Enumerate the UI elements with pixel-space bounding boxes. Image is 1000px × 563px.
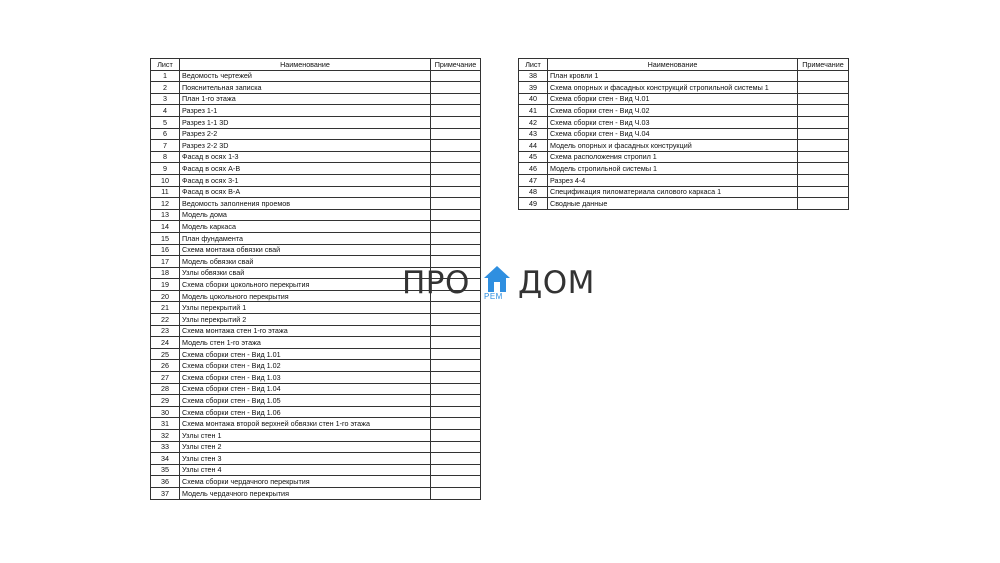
table-row (151, 406, 481, 418)
table-row (151, 209, 481, 221)
sheet-name-cell: Модель опорных и фасадных конструкций (548, 140, 798, 152)
sheet-number-cell: 18 (151, 267, 180, 279)
table-row (151, 116, 481, 128)
note-cell (431, 325, 481, 337)
sheet-name-cell: Схема сборки стен - Вид 1.02 (180, 360, 431, 372)
sheet-name-cell: Фасад в осях В-А (180, 186, 431, 198)
sheet-name-cell: Фасад в осях 3-1 (180, 174, 431, 186)
sheet-name-cell: Схема сборки стен - Вид 1.01 (180, 348, 431, 360)
sheet-number-cell: 39 (519, 82, 548, 94)
table-row (151, 151, 481, 163)
sheet-number-cell: 36 (151, 476, 180, 488)
note-cell (431, 406, 481, 418)
sheet-name-cell: Ведомость заполнения проемов (180, 198, 431, 210)
sheet-number-cell: 38 (519, 70, 548, 82)
table-row (151, 441, 481, 453)
sheet-name-cell: Схема монтажа стен 1-го этажа (180, 325, 431, 337)
table-row (151, 140, 481, 152)
note-cell (431, 464, 481, 476)
table-row (519, 163, 849, 175)
note-cell (798, 174, 849, 186)
logo-subtitle-rem: РЕМ (484, 292, 503, 301)
table-row (519, 93, 849, 105)
sheet-number-cell: 14 (151, 221, 180, 233)
note-cell (431, 314, 481, 326)
column-header-name: Наименование (180, 59, 431, 71)
note-cell (431, 476, 481, 488)
sheet-name-cell: Модель стен 1-го этажа (180, 337, 431, 349)
sheet-name-cell: Спецификация пиломатериала силового каркаса 1 (548, 186, 798, 198)
table-row (151, 360, 481, 372)
note-cell (431, 105, 481, 117)
sheet-number-cell: 9 (151, 163, 180, 175)
table-row (151, 128, 481, 140)
table-header-row (151, 59, 481, 71)
sheet-number-cell: 42 (519, 116, 548, 128)
sheet-number-cell: 11 (151, 186, 180, 198)
sheet-number-cell: 15 (151, 232, 180, 244)
sheet-number-cell: 16 (151, 244, 180, 256)
sheet-name-cell: Разрез 4-4 (548, 174, 798, 186)
table-row (151, 105, 481, 117)
table-row (151, 383, 481, 395)
watermark-logo (402, 261, 602, 311)
table-row (519, 105, 849, 117)
house-icon (482, 263, 512, 295)
sheet-number-cell: 35 (151, 464, 180, 476)
sheet-name-cell: Фасад в осях А-В (180, 163, 431, 175)
sheet-number-cell: 44 (519, 140, 548, 152)
note-cell (798, 105, 849, 117)
table-row (151, 418, 481, 430)
sheet-number-cell: 23 (151, 325, 180, 337)
table-row (519, 151, 849, 163)
note-cell (431, 418, 481, 430)
table-row (151, 348, 481, 360)
table-header-row (519, 59, 849, 71)
sheet-name-cell: Схема сборки чердачного перекрытия (180, 476, 431, 488)
sheet-name-cell: Схема сборки стен - Вид 1.05 (180, 395, 431, 407)
sheet-name-cell: Схема сборки стен - Вид 1.06 (180, 406, 431, 418)
note-cell (431, 163, 481, 175)
column-header-sheet: Лист (519, 59, 548, 71)
sheet-number-cell: 8 (151, 151, 180, 163)
table-row (151, 186, 481, 198)
sheet-number-cell: 43 (519, 128, 548, 140)
table-row (151, 464, 481, 476)
table-row (151, 453, 481, 465)
drawings-list-table-right (518, 58, 849, 210)
note-cell (431, 140, 481, 152)
sheet-number-cell: 33 (151, 441, 180, 453)
sheet-name-cell: Схема монтажа второй верхней обвязки стен 1-го этажа (180, 418, 431, 430)
note-cell (798, 116, 849, 128)
note-cell (431, 337, 481, 349)
sheet-number-cell: 21 (151, 302, 180, 314)
note-cell (798, 198, 849, 210)
note-cell (431, 441, 481, 453)
note-cell (798, 128, 849, 140)
note-cell (798, 151, 849, 163)
sheet-name-cell: Схема сборки стен - Вид Ч.03 (548, 116, 798, 128)
note-cell (431, 232, 481, 244)
column-header-name: Наименование (548, 59, 798, 71)
table-row (519, 128, 849, 140)
note-cell (431, 186, 481, 198)
note-cell (798, 70, 849, 82)
table-row (519, 140, 849, 152)
sheet-name-cell: Узлы стен 2 (180, 441, 431, 453)
table-row (151, 487, 481, 499)
sheet-name-cell: Модель дома (180, 209, 431, 221)
sheet-name-cell: Модель стропильной системы 1 (548, 163, 798, 175)
sheet-name-cell: Схема монтажа обвязки свай (180, 244, 431, 256)
sheet-name-cell: Схема сборки стен - Вид 1.03 (180, 372, 431, 384)
table-row (151, 372, 481, 384)
note-cell (431, 244, 481, 256)
sheet-number-cell: 4 (151, 105, 180, 117)
table-row (151, 395, 481, 407)
sheet-name-cell: Узлы стен 4 (180, 464, 431, 476)
note-cell (431, 116, 481, 128)
note-cell (431, 93, 481, 105)
sheet-number-cell: 19 (151, 279, 180, 291)
note-cell (431, 151, 481, 163)
note-cell (431, 174, 481, 186)
sheet-number-cell: 25 (151, 348, 180, 360)
note-cell (431, 128, 481, 140)
note-cell (431, 372, 481, 384)
sheet-name-cell: Узлы обвязки свай (180, 267, 431, 279)
table-row (151, 70, 481, 82)
sheet-number-cell: 17 (151, 256, 180, 268)
sheet-number-cell: 7 (151, 140, 180, 152)
sheet-name-cell: Разрез 2-2 3D (180, 140, 431, 152)
sheet-number-cell: 32 (151, 430, 180, 442)
note-cell (798, 93, 849, 105)
sheet-number-cell: 28 (151, 383, 180, 395)
sheet-number-cell: 29 (151, 395, 180, 407)
table-row (151, 82, 481, 94)
sheet-number-cell: 40 (519, 93, 548, 105)
sheet-number-cell: 30 (151, 406, 180, 418)
sheet-name-cell: Сводные данные (548, 198, 798, 210)
table-row (519, 116, 849, 128)
sheet-number-cell: 20 (151, 290, 180, 302)
sheet-name-cell: Схема опорных и фасадных конструкций стропильной системы 1 (548, 82, 798, 94)
table-body-right (519, 70, 849, 209)
sheet-number-cell: 5 (151, 116, 180, 128)
note-cell (431, 70, 481, 82)
sheet-name-cell: Узлы стен 3 (180, 453, 431, 465)
sheet-name-cell: Узлы перекрытий 2 (180, 314, 431, 326)
logo-word-dom: ДОМ (518, 265, 595, 301)
note-cell (431, 360, 481, 372)
sheet-name-cell: Ведомость чертежей (180, 70, 431, 82)
sheet-name-cell: Разрез 2-2 (180, 128, 431, 140)
sheet-number-cell: 47 (519, 174, 548, 186)
sheet-number-cell: 24 (151, 337, 180, 349)
logo-word-pro: ПРО (402, 265, 470, 301)
note-cell (431, 383, 481, 395)
table-row (519, 174, 849, 186)
note-cell (431, 82, 481, 94)
note-cell (431, 395, 481, 407)
table-row (151, 244, 481, 256)
sheet-number-cell: 22 (151, 314, 180, 326)
sheet-name-cell: Модель обвязки свай (180, 256, 431, 268)
table-row (151, 430, 481, 442)
sheet-number-cell: 13 (151, 209, 180, 221)
sheet-number-cell: 10 (151, 174, 180, 186)
sheet-number-cell: 12 (151, 198, 180, 210)
sheet-name-cell: Узлы стен 1 (180, 430, 431, 442)
sheet-name-cell: Узлы перекрытий 1 (180, 302, 431, 314)
sheet-name-cell: Фасад в осях 1-3 (180, 151, 431, 163)
note-cell (431, 430, 481, 442)
column-header-note: Примечание (798, 59, 849, 71)
sheet-name-cell: Модель чердачного перекрытия (180, 487, 431, 499)
table-row (151, 337, 481, 349)
sheet-number-cell: 26 (151, 360, 180, 372)
note-cell (431, 221, 481, 233)
sheet-name-cell: Схема сборки стен - Вид Ч.04 (548, 128, 798, 140)
note-cell (431, 198, 481, 210)
sheet-name-cell: Схема расположения стропил 1 (548, 151, 798, 163)
note-cell (431, 348, 481, 360)
sheet-name-cell: План кровли 1 (548, 70, 798, 82)
table-row (151, 314, 481, 326)
sheet-name-cell: План 1-го этажа (180, 93, 431, 105)
table-row (151, 232, 481, 244)
sheet-name-cell: Схема сборки стен - Вид Ч.01 (548, 93, 798, 105)
table-row (151, 163, 481, 175)
sheet-number-cell: 34 (151, 453, 180, 465)
sheet-number-cell: 2 (151, 82, 180, 94)
sheet-name-cell: План фундамента (180, 232, 431, 244)
note-cell (798, 82, 849, 94)
sheet-name-cell: Разрез 1-1 (180, 105, 431, 117)
sheet-number-cell: 31 (151, 418, 180, 430)
table-row (151, 93, 481, 105)
sheet-number-cell: 46 (519, 163, 548, 175)
sheet-number-cell: 45 (519, 151, 548, 163)
sheet-number-cell: 3 (151, 93, 180, 105)
sheet-name-cell: Разрез 1-1 3D (180, 116, 431, 128)
table-row (151, 325, 481, 337)
sheet-name-cell: Модель каркаса (180, 221, 431, 233)
sheet-number-cell: 48 (519, 186, 548, 198)
sheet-number-cell: 27 (151, 372, 180, 384)
note-cell (798, 186, 849, 198)
sheet-number-cell: 1 (151, 70, 180, 82)
sheet-number-cell: 37 (151, 487, 180, 499)
note-cell (431, 487, 481, 499)
table-row (151, 476, 481, 488)
sheet-name-cell: Схема сборки стен - Вид 1.04 (180, 383, 431, 395)
table-row (519, 186, 849, 198)
table-row (519, 70, 849, 82)
table-row (151, 198, 481, 210)
note-cell (798, 163, 849, 175)
sheet-number-cell: 41 (519, 105, 548, 117)
sheet-name-cell: Схема сборки стен - Вид Ч.02 (548, 105, 798, 117)
column-header-sheet: Лист (151, 59, 180, 71)
sheet-name-cell: Схема сборки цокольного перекрытия (180, 279, 431, 291)
table-row (151, 174, 481, 186)
note-cell (431, 453, 481, 465)
sheet-number-cell: 49 (519, 198, 548, 210)
table-row (519, 198, 849, 210)
column-header-note: Примечание (431, 59, 481, 71)
sheet-number-cell: 6 (151, 128, 180, 140)
table-row (519, 82, 849, 94)
note-cell (798, 140, 849, 152)
table-row (151, 221, 481, 233)
sheet-name-cell: Модель цокольного перекрытия (180, 290, 431, 302)
note-cell (431, 209, 481, 221)
sheet-name-cell: Пояснительная записка (180, 82, 431, 94)
